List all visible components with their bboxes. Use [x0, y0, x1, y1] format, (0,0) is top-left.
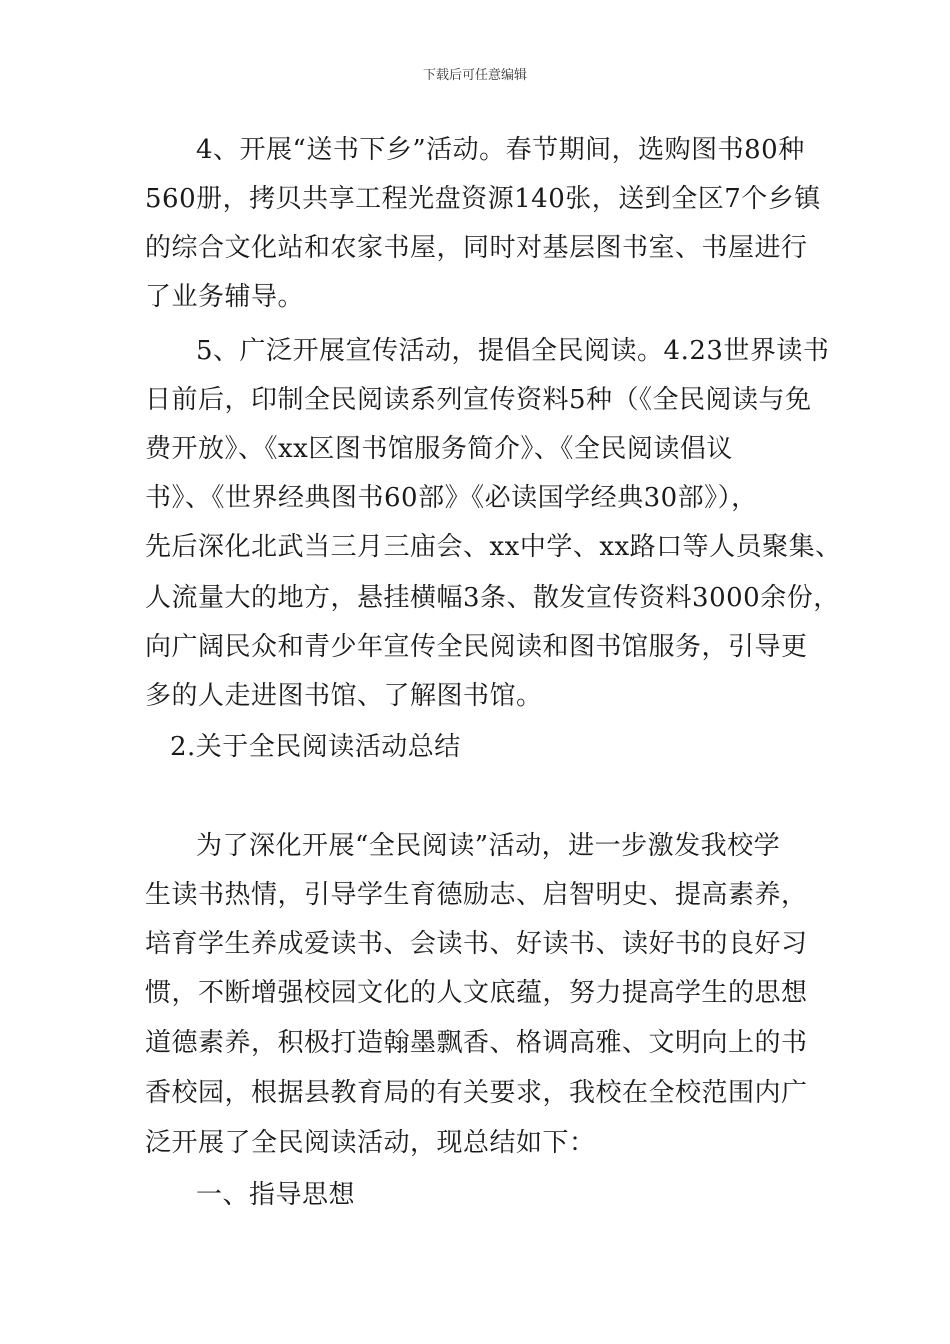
paragraph-line: 泛开展了全民阅读活动，现总结如下：: [145, 1128, 596, 1158]
paragraph-line: 向广阔民众和青少年宣传全民阅读和图书馆服务，引导更: [145, 632, 808, 662]
paragraph-line: 的综合文化站和农家书屋，同时对基层图书室、书屋进行: [145, 233, 808, 263]
download-note: 下载后可任意编辑: [422, 68, 527, 83]
paragraph-line: 了业务辅导。: [145, 282, 305, 312]
paragraph-line: 香校园，根据县教育局的有关要求，我校在全校范围内广: [145, 1078, 808, 1108]
paragraph-line: 日前后，印制全民阅读系列宣传资料5种（《全民阅读与免: [145, 385, 812, 415]
paragraph-line: 道德素养，积极打造翰墨飘香、格调高雅、文明向上的书: [145, 1028, 808, 1058]
paragraph-line: 4、开展“送书下乡”活动。春节期间，选购图书80种: [196, 135, 805, 165]
paragraph-line: 560册，拷贝共享工程光盘资源140张，送到全区7个乡镇: [145, 184, 821, 214]
paragraph-line: 培育学生养成爱读书、会读书、好读书、读好书的良好习: [145, 929, 808, 959]
paragraph-line: 人流量大的地方，悬挂横幅3条、散发宣传资料3000余份，: [145, 583, 840, 613]
section-heading: 2.关于全民阅读活动总结: [170, 732, 461, 762]
paragraph-line: 书》、《世界经典图书60部》《必读国学经典30部》），: [145, 483, 758, 513]
paragraph-line: 先后深化北武当三月三庙会、xx中学、xx路口等人员聚集、: [145, 532, 842, 562]
paragraph-line: 为了深化开展“全民阅读”活动，进一步激发我校学: [196, 831, 781, 861]
section-heading: 一、指导思想: [196, 1180, 356, 1210]
paragraph-line: 惯，不断增强校园文化的人文底蕴，努力提高学生的思想: [145, 978, 808, 1008]
paragraph-line: 生读书热情，引导学生育德励志、启智明史、提高素养，: [145, 880, 808, 910]
paragraph-line: 费开放》、《xx区图书馆服务简介》、《全民阅读倡议: [145, 434, 733, 464]
paragraph-line: 多的人走进图书馆、了解图书馆。: [145, 681, 543, 711]
paragraph-line: 5、广泛开展宣传活动，提倡全民阅读。4.23世界读书: [196, 336, 830, 366]
